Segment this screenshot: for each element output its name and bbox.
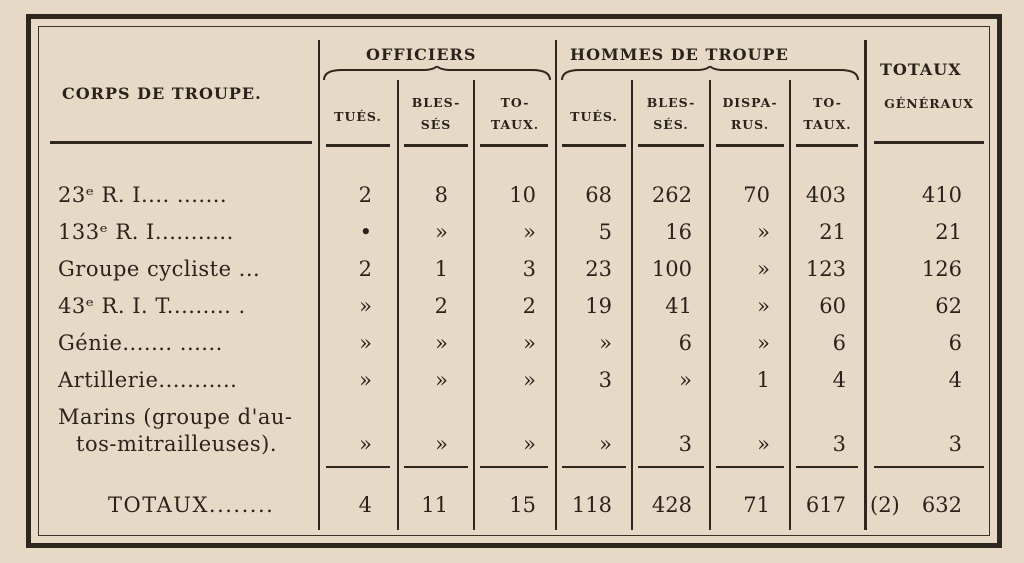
header-corps-de-troupe: CORPS DE TROUPE. (62, 84, 262, 103)
header-off-tues: TUÉS. (334, 109, 382, 124)
header-rule (404, 144, 468, 147)
header-rule (638, 144, 704, 147)
table-cell: 23 (585, 257, 612, 281)
table-cell: 62 (935, 294, 962, 318)
table-cell: 21 (819, 220, 846, 244)
hommes-brace (560, 66, 860, 82)
totals-label: TOTAUX........ (108, 493, 275, 517)
table-cell: » (679, 368, 692, 392)
header-hom-blesses-2: SÉS. (653, 117, 689, 132)
header-off-blesses-2: SÉS (420, 117, 452, 132)
column-rule (318, 40, 320, 530)
table-cell: » (599, 331, 612, 355)
totals-cell: 118 (571, 493, 612, 517)
totals-cell: 15 (509, 493, 536, 517)
table-cell: » (523, 368, 536, 392)
table-cell: » (435, 331, 448, 355)
officiers-brace (322, 66, 552, 82)
totals-rule (638, 466, 704, 468)
table-cell: 60 (819, 294, 846, 318)
totals-rule (796, 466, 858, 468)
table-cell: » (523, 432, 536, 456)
table-cell: » (359, 294, 372, 318)
table-cell: 3 (522, 257, 536, 281)
table-cell: 123 (805, 257, 846, 281)
row-label: Artillerie........... (58, 368, 238, 392)
table-cell: 2 (434, 294, 448, 318)
table-cell: 5 (598, 220, 612, 244)
header-hom-totaux-2: TAUX. (803, 117, 852, 132)
column-rule (555, 40, 557, 530)
table-cell: • (359, 220, 372, 244)
table-cell: » (757, 257, 770, 281)
row-label: Marins (groupe d'au- (58, 405, 293, 429)
totals-note: (2) (870, 493, 900, 517)
totals-rule (716, 466, 784, 468)
totals-cell: 632 (921, 493, 962, 517)
header-hom-disparus-2: RUS. (730, 117, 770, 132)
header-rule (716, 144, 784, 147)
table-cell: 70 (743, 183, 770, 207)
table-cell: 2 (358, 183, 372, 207)
row-label: 23ᵉ R. I.... ....... (58, 183, 228, 207)
column-rule (864, 40, 867, 530)
table-cell: » (757, 294, 770, 318)
table-cell: » (757, 220, 770, 244)
header-rule (796, 144, 858, 147)
row-label: Groupe cycliste ... (58, 257, 261, 281)
column-rule (709, 80, 711, 530)
totals-cell: 71 (743, 493, 770, 517)
table-cell: » (435, 368, 448, 392)
totals-cell: 617 (805, 493, 846, 517)
row-label: 133ᵉ R. I........... (58, 220, 234, 244)
table-cell: » (359, 331, 372, 355)
totals-cell: 11 (421, 493, 448, 517)
table-cell: 4 (832, 368, 846, 392)
table-cell: 19 (585, 294, 612, 318)
header-off-blesses-1: BLES- (411, 95, 461, 110)
table-cell: 3 (948, 432, 962, 456)
table-cell: 3 (678, 432, 692, 456)
table-cell: » (359, 432, 372, 456)
header-rule (562, 144, 626, 147)
table-cell: 8 (434, 183, 448, 207)
table-cell: 6 (948, 331, 962, 355)
table-cell: 16 (665, 220, 692, 244)
totals-rule (480, 466, 548, 468)
table-cell: 410 (921, 183, 962, 207)
header-hom-disparus-1: DISPA- (722, 95, 778, 110)
table-cell: » (757, 331, 770, 355)
table-cell: 262 (651, 183, 692, 207)
table-cell: 2 (358, 257, 372, 281)
header-off-totaux-1: TO- (500, 95, 530, 110)
column-rule (789, 80, 791, 530)
table-cell: 126 (921, 257, 962, 281)
header-generaux: GÉNÉRAUX (884, 96, 974, 111)
table-cell: 1 (434, 257, 448, 281)
table-cell: 100 (651, 257, 692, 281)
row-label: 43ᵉ R. I. T......... . (58, 294, 246, 318)
header-hommes-de-troupe: HOMMES DE TROUPE (570, 45, 789, 64)
row-label: Génie....... ...... (58, 331, 223, 355)
header-hom-totaux-1: TO- (813, 95, 842, 110)
table-cell: » (523, 331, 536, 355)
table-cell: » (359, 368, 372, 392)
table-cell: » (599, 432, 612, 456)
totals-cell: 428 (651, 493, 692, 517)
table-cell: 21 (935, 220, 962, 244)
table-cell: » (435, 432, 448, 456)
header-rule (480, 144, 548, 147)
table-cell: 4 (948, 368, 962, 392)
table-cell: 6 (678, 331, 692, 355)
table-cell: 41 (665, 294, 692, 318)
table-cell: » (523, 220, 536, 244)
header-rule (50, 141, 312, 144)
row-label: tos-mitrailleuses). (76, 432, 278, 456)
header-off-totaux-2: TAUX. (490, 117, 540, 132)
header-rule (874, 141, 984, 144)
totals-cell: 4 (358, 493, 372, 517)
column-rule (631, 80, 633, 530)
table-cell: » (435, 220, 448, 244)
header-hom-blesses-1: BLES- (646, 95, 696, 110)
table-cell: 10 (509, 183, 536, 207)
column-rule (397, 80, 399, 530)
table-cell: 6 (832, 331, 846, 355)
table-cell: 2 (522, 294, 536, 318)
header-officiers: OFFICIERS (366, 45, 477, 64)
header-rule (326, 144, 390, 147)
header-hom-tues: TUÉS. (570, 109, 618, 124)
table-cell: 403 (805, 183, 846, 207)
totals-rule (326, 466, 390, 468)
table-cell: 68 (585, 183, 612, 207)
table-cell: » (757, 432, 770, 456)
table-cell: 3 (832, 432, 846, 456)
table-cell: 1 (756, 368, 770, 392)
table-cell: 3 (598, 368, 612, 392)
totals-rule (874, 466, 984, 468)
column-rule (473, 80, 475, 530)
totals-rule (562, 466, 626, 468)
header-totaux: TOTAUX (880, 60, 962, 79)
totals-rule (404, 466, 468, 468)
